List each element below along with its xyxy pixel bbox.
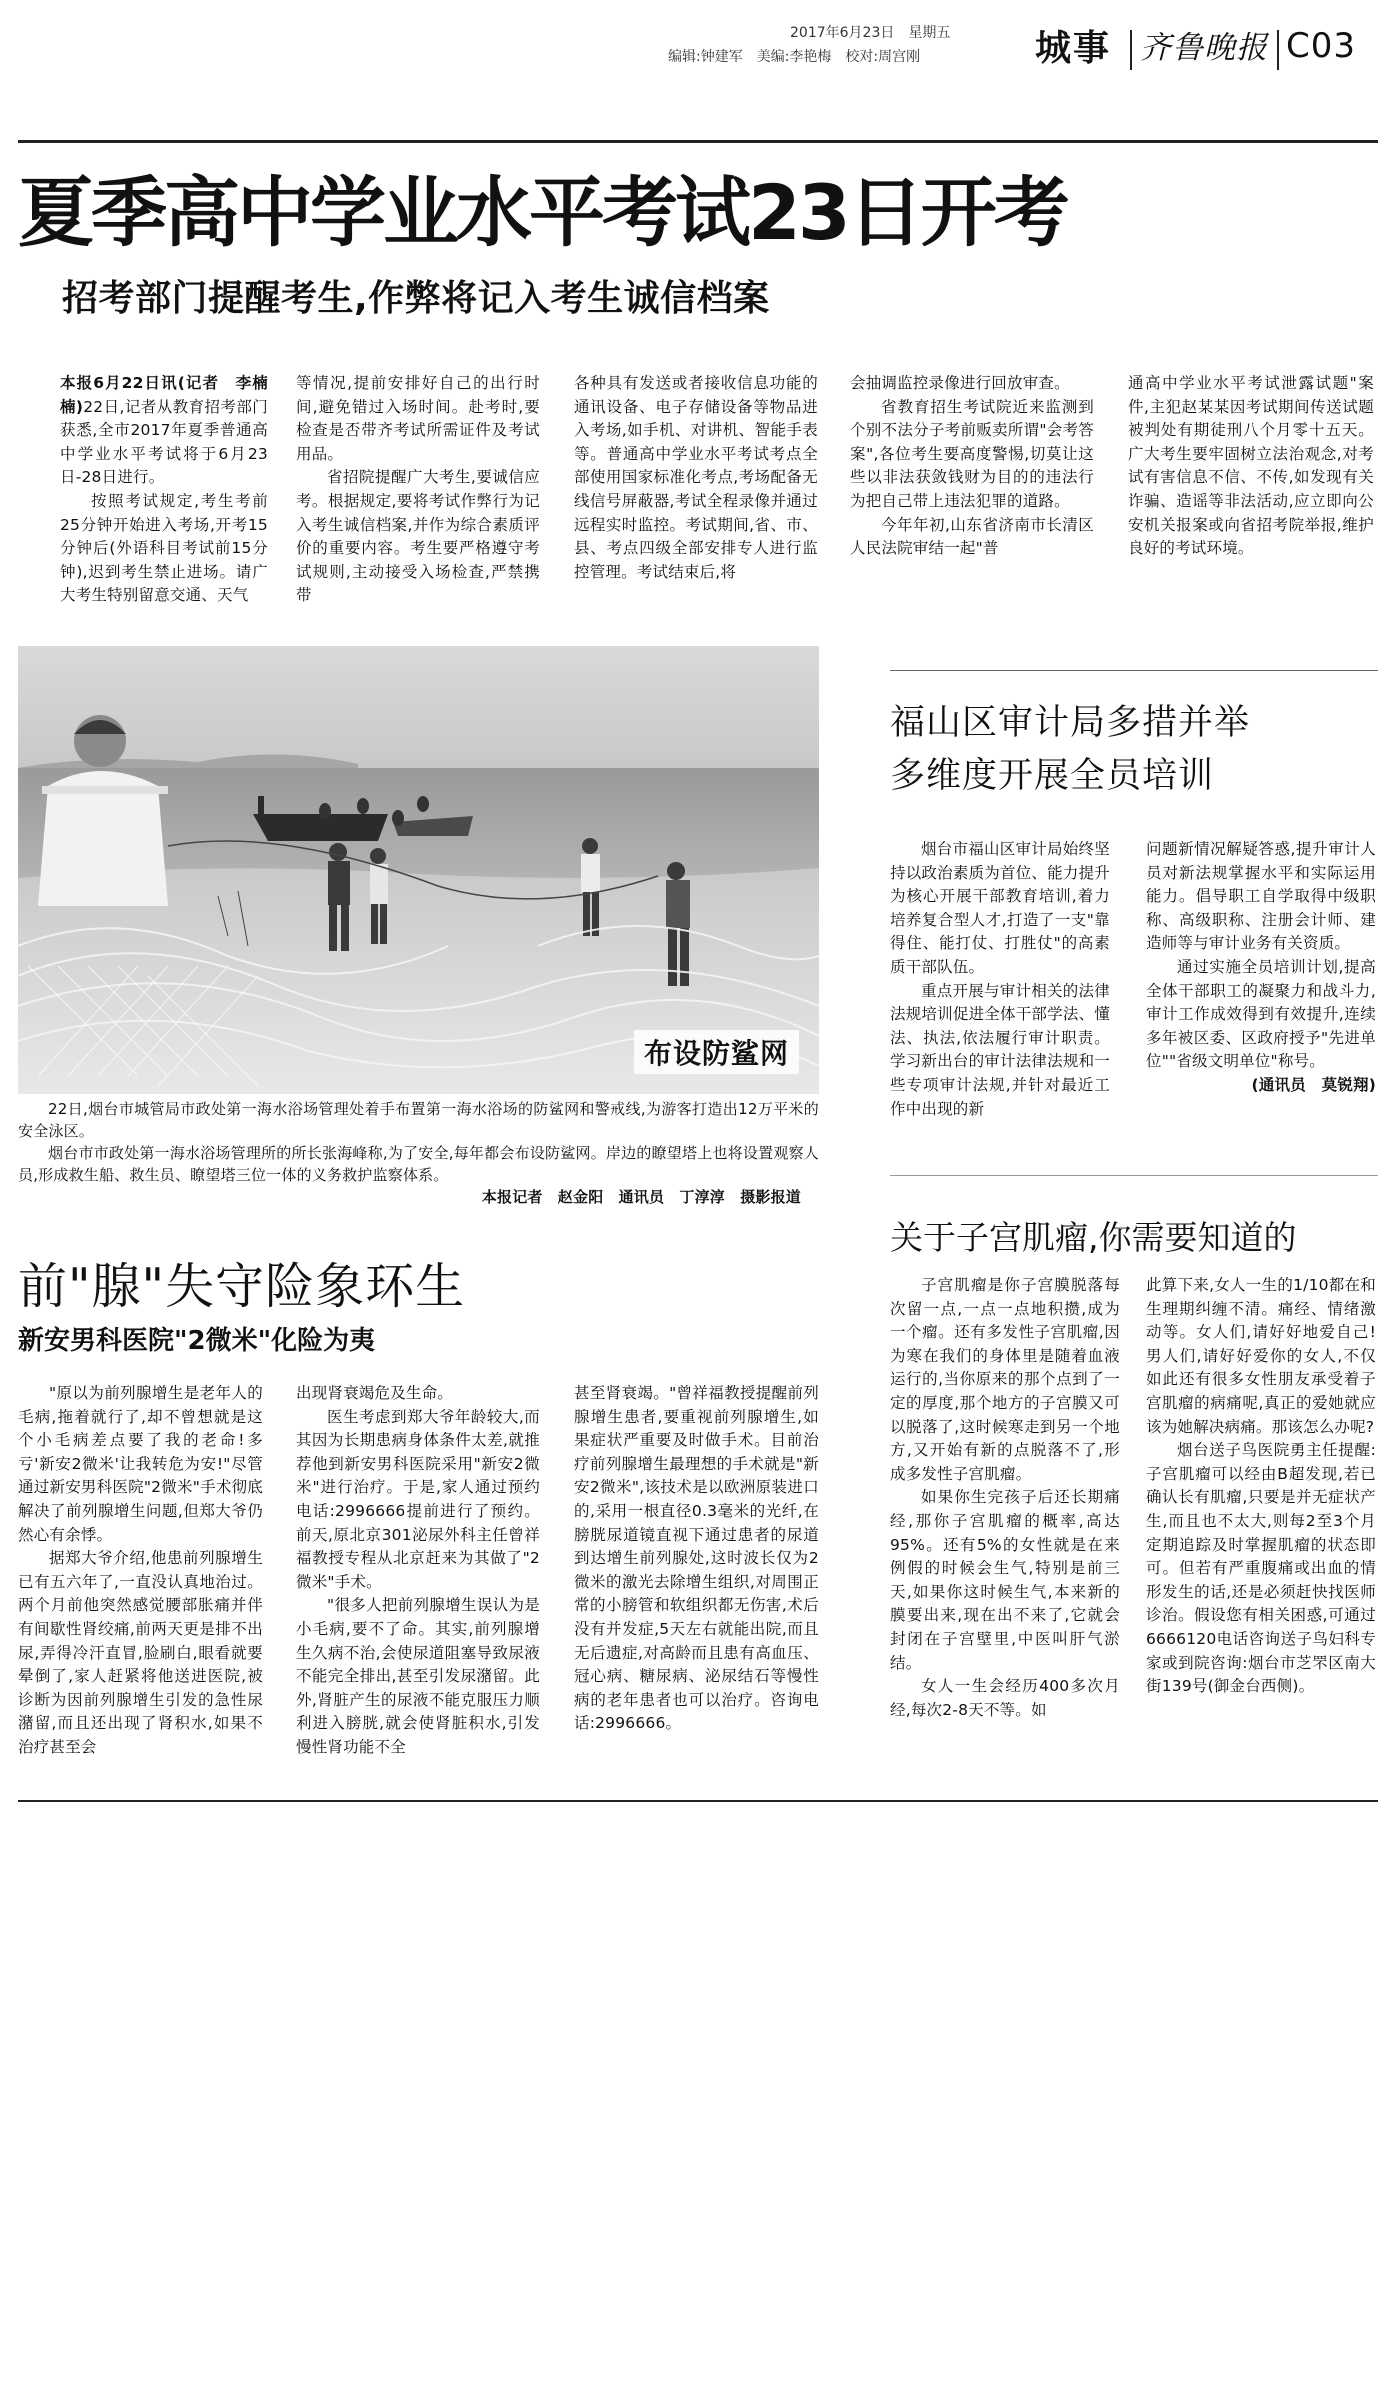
paragraph: 甚至肾衰竭。"曾祥福教授提醒前列腺增生患者,要重视前列腺增生,如果症状严重要及时做手术。目前治疗前列腺增生最理想的手术就是"新安2微米",该技术是以欧洲原装进口的,采用一根直径0.3毫米的光纤,在膀胱尿道镜直视下通过患者的尿道到达增生前列腺处,这时波长仅为2微米的激光去除增生组织,对周围正常的小膀管和软组织都无伤害,术后没有并发症,5天左右就能出院,而且无后遗症,对高龄而且患有高血压、冠心病、糖尿病、泌尿结石等慢性病的老年患者也可以治疗。咨询电话:2996666。 [574,1384,819,1733]
main-col-3 [574,372,818,584]
paragraph: 据郑大爷介绍,他患前列腺增生已有五六年了,一直没认真地治过。两个月前他突然感觉腰部胀痛并伴有间歇性肾绞痛,前两天更是排不出尿,弄得冷汗直冒,脸刷白,眼看就要晕倒了,家人赶紧将他送进医院,被诊断为因前列腺增生引发的急性尿潴留,而且还出现了肾积水,如果不治疗甚至会 [18,1549,263,1756]
paragraph: 重点开展与审计相关的法律法规培训促进全体干部学法、懂法、执法,依法履行审计职责。学习新出台的审计法律法规和一些专项审计法规,并针对最近工作中出现的新 [890,981,1110,1118]
prostate-col-1 [18,1382,263,1760]
prostate-col-3 [574,1382,819,1736]
bottom-rule [18,1800,1378,1802]
photo-overlay-title: 布设防鲨网 [634,1030,799,1074]
paragraph: 医生考虑到郑大爷年龄较大,而其因为长期患病身体条件太差,就推荐他到新安男科医院采用"新安2微米"进行治疗。于是,家人通过预约电话:2996666提前进行了预约。前天,原北京301泌尿外科主任曾祥福教授专程从北京赶来为其做了"2微米"手术。 [296,1407,540,1591]
paragraph: 出现肾衰竭危及生命。 [296,1384,454,1402]
photo-illustration [18,646,819,1094]
section-name: 城事 [1035,28,1112,69]
paragraph: 烟台市福山区审计局始终坚持以政治素质为首位、能力提升为核心开展干部教育培训,着力培养复合型人才,打造了一支"靠得住、能打仗、打胜仗"的高素质干部队伍。 [890,840,1110,976]
prostate-subhead: 新安男科医院"2微米"化险为夷 [18,1326,376,1356]
page-number: C03 [1286,26,1357,66]
caption-paragraph: 22日,烟台市城管局市政处第一海水浴场管理处着手布置第一海水浴场的防鲨网和警戒线,为游客打造出12万平米的安全泳区。 [18,1100,819,1140]
paragraph: 烟台送子鸟医院勇主任提醒:子宫肌瘤可以经由B超发现,若已确认长有肌瘤,只要是并无症状产生,而且也不太大,则每2至3个月定期追踪及时掌握肌瘤的状态即可。但若有严重腹痛或出血的情形发生的话,还是必须赶快找医师诊治。假设您有相关困惑,可通过6666120电话咨询送子鸟妇科专家或到院咨询:烟台市芝罘区南大街139号(御金台西侧)。 [1146,1441,1376,1696]
audit-bottom-rule [890,1175,1378,1176]
header-divider [1277,30,1279,70]
audit-headline-line1: 福山区审计局多措并举 [890,703,1251,743]
paragraph: "原以为前列腺增生是老年人的毛病,拖着就行了,却不曾想就是这个小毛病差点要了我的老命!多亏'新安2微米'让我转危为安!"尽管通过新安男科医院"2微米"手术彻底解决了前列腺增生问题,但郑大爷仍然心有余悸。 [18,1384,263,1544]
main-dateline: 本报6月22日讯(记者 李楠楠) [60,374,268,416]
paragraph: 各种具有发送或者接收信息功能的通讯设备、电子存储设备等物品进入考场,如手机、对讲机、智能手表等。普通高中学业水平考试考点全部使用国家标准化考点,考场配备无线信号屏蔽器,考试全程录像并通过远程实时监控。考试期间,省、市、县、考点四级全部安排专人进行监控管理。考试结束后,将 [574,374,818,581]
caption-paragraph: 烟台市市政处第一海水浴场管理所的所长张海峰称,为了安全,每年都会布设防鲨网。岸边的瞭望塔上也将设置观察人员,形成救生船、救生员、瞭望塔三位一体的义务救护监察体系。 [18,1144,819,1184]
header-editors: 编辑:钟建军 美编:李艳梅 校对:周宫刚 [668,49,921,65]
photo-caption [18,1098,819,1208]
main-headline: 夏季高中学业水平考试23日开考 [18,168,1067,257]
paragraph: 问题新情况解疑答惑,提升审计人员对新法规掌握水平和实际运用能力。倡导职工自学取得中级职称、高级职称、注册会计师、建造师等与审计业务有关资质。 [1146,840,1376,953]
paragraph: 子宫肌瘤是你子宫膜脱落每次留一点,一点一点地积攒,成为一个瘤。还有多发性子宫肌瘤,因为寒在我们的身体里是随着血液运行的,当你原来的那个点到了一定的厚度,那个地方的子宫膜又可以脱落了,这时候寒走到另一个地方,又开始有新的点脱落不了,形成多发性子宫肌瘤。 [890,1276,1120,1483]
paragraph: 如果你生完孩子后还长期痛经,那你子宫肌瘤的概率,高达95%。还有5%的女性就是在来例假的时候会生气,特别是前三天,如果你这时候生气,本来新的膜要出来,现在出不来了,它就会封闭在子宫壁里,中医叫肝气淤结。 [890,1488,1120,1672]
main-col-4 [850,372,1094,561]
paragraph: 通高中学业水平考试泄露试题"案件,主犯赵某某因考试期间传送试题被判处有期徒刑八个月零十五天。广大考生要牢固树立法治观念,对考试有害信息不信、不传,如发现有关诈骗、造谣等非法活动,应立即向公安机关报案或向省招考院举报,维护良好的考试环境。 [1128,374,1374,558]
audit-credit: (通讯员 莫锐翔) [1251,1075,1376,1094]
main-subhead: 招考部门提醒考生,作弊将记入考生诚信档案 [62,278,770,319]
paragraph: "很多人把前列腺增生误认为是小毛病,要不了命。其实,前列腺增生久病不治,会使尿道阻塞导致尿液不能完全排出,甚至引发尿潴留。此外,肾脏产生的尿液不能克服压力顺利进入膀胱,就会使肾脏积水,引发慢性肾功能不全 [296,1596,540,1756]
header-rule [18,140,1378,143]
fibroid-headline: 关于子宫肌瘤,你需要知道的 [890,1218,1297,1257]
audit-top-rule [890,670,1378,671]
photo-credit: 本报记者 赵金阳 通讯员 丁淳淳 摄影报道 [481,1188,801,1206]
main-col-2 [296,372,540,608]
paragraph: 省教育招生考试院近来监测到个别不法分子考前贩卖所谓"会考答案",各位考生要高度警惕,切莫让这些以非法获敛钱财为目的的违法行为把自己带上违法犯罪的道路。 [850,397,1094,510]
audit-col-1 [890,838,1110,1121]
fibroid-col-1 [890,1274,1120,1722]
main-col-5 [1128,372,1374,561]
prostate-col-2 [296,1382,540,1760]
paragraph: 22日,记者从教育招考部门获悉,全市2017年夏季普通高中学业水平考试将于6月23日-28日进行。 [60,397,268,487]
paragraph: 省招院提醒广大考生,要诚信应考。根据规定,要将考试作弊行为记入考生诚信档案,并作为综合素质评价的重要内容。考生要严格遵守考试规则,主动接受入场检查,严禁携带 [296,468,540,605]
paper-logo: 齐鲁晚报 [1140,30,1268,66]
audit-col-2 [1146,838,1376,1098]
paragraph: 今年年初,山东省济南市长清区人民法院审结一起"普 [850,515,1094,558]
paragraph: 会抽调监控录像进行回放审查。 [850,374,1070,392]
audit-headline-line2: 多维度开展全员培训 [890,756,1215,796]
paragraph: 等情况,提前安排好自己的出行时间,避免错过入场时间。赴考时,要检查是否带齐考试所需证件及考试用品。 [296,374,540,463]
beach-photo [18,646,819,1094]
prostate-headline: 前"腺"失守险象环生 [18,1258,466,1315]
paragraph: 按照考试规定,考生考前25分钟开始进入考场,开考15分钟后(外语科目考试前15分钟),迟到考生禁止进场。请广大考生特别留意交通、天气 [60,491,268,605]
header-divider [1130,30,1132,70]
paragraph: 通过实施全员培训计划,提高全体干部职工的凝聚力和战斗力,审计工作成效得到有效提升,连续多年被区委、区政府授予"先进单位""省级文明单位"称号。 [1146,957,1376,1071]
paragraph: 此算下来,女人一生的1/10都在和生理期纠缠不清。痛经、情绪激动等。女人们,请好好地爱自己!男人们,请好好爱你的女人,不仅如此还有很多女性朋友承受着子宫肌瘤的病痛呢,真正的爱她就应该为她解决病痛。那该怎么办呢? [1146,1276,1376,1436]
main-col-1 [60,372,268,608]
fibroid-col-2 [1146,1274,1376,1699]
paragraph: 女人一生会经历400多次月经,每次2-8天不等。如 [890,1677,1120,1719]
header-date: 2017年6月23日 星期五 [790,25,951,41]
